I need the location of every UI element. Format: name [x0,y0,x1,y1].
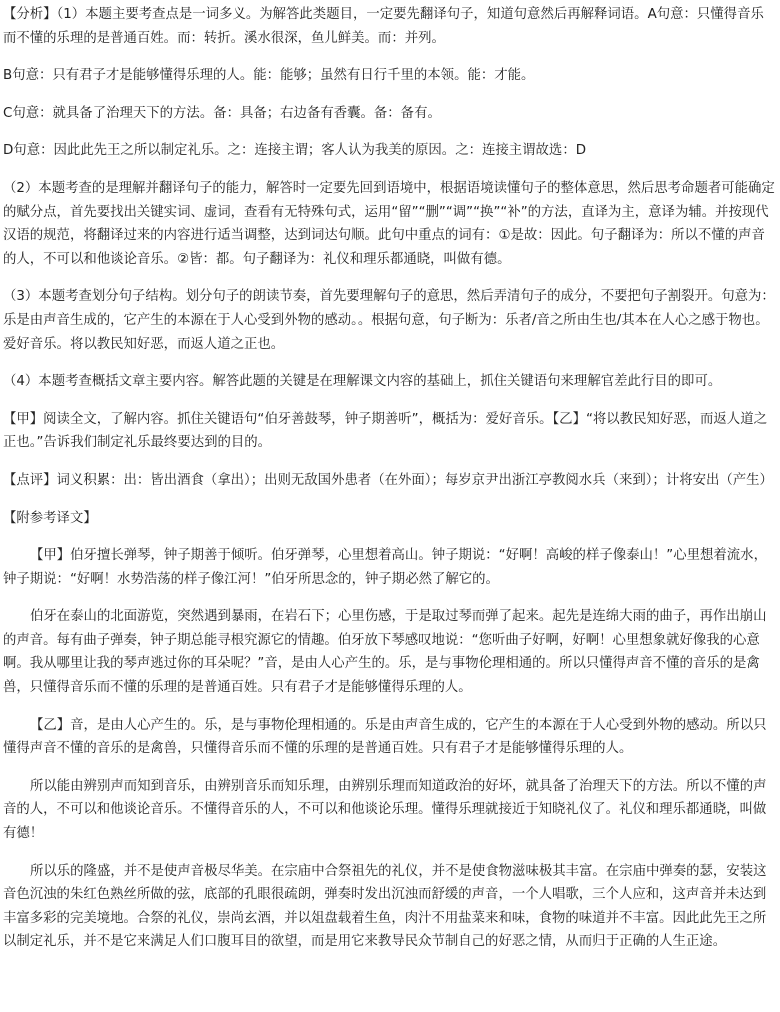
analysis-option-c: C句意：就具备了治理天下的方法。备：具备；右边备有香囊。备：备有。 [3,105,441,121]
comment-paragraph: 【点评】词义积累：出：皆出酒食（拿出）；出则无敌国外患者（在外面）；每岁京尹出浙江亭教阅水兵（来到）；计将安出（产生） [3,472,773,488]
analysis-option-d: D句意：因此此先王之所以制定礼乐。之：连接主谓；客人认为我美的原因。之：连接主谓故选：D [3,143,587,159]
translation-paragraph-5: 所以乐的隆盛，并不是使声音极尽华美。在宗庙中合祭祖先的礼仪，并不是使食物滋味极其丰富。在宗庙中弹奏的瑟，安装这音色沉浊的朱红色熟丝所做的弦，底部的孔眼很疏朗，弹奏时发出沉浊而舒缓的声音，一个人唱歌，三个人应和，这声音并未达到丰富多彩的完美境地。合祭的礼仪，崇尚玄酒，并以俎盘载着生鱼，肉汁不用盐菜来和味，食物的味道并不丰富。因此此先王之所以制定礼乐，并不是它来满足人们口腹耳目的欲望，而是用它来教导民众节制自己的好恶之情，从而归于正确的人生正途。 [3,863,767,950]
translation-paragraph-3: 【乙】音，是由人心产生的。乐，是与事物伦理相通的。乐是由声音生成的，它产生的本源在于人心受到外物的感动。所以只懂得声音不懂的音乐的是禽兽，只懂得音乐而不懂的乐理的是普通百姓。只有君子才是能够懂得乐理的人。 [3,717,767,757]
translation-heading: 【附参考译文】 [3,510,97,526]
analysis-part-4: （4）本题考查概括文章主要内容。解答此题的关键是在理解课文内容的基础上，抓住关键语句来理解官差此行目的即可。 [3,374,722,390]
translation-paragraph-4: 所以能由辨别声而知到音乐，由辨别音乐而知乐理，由辨别乐理而知道政治的好坏，就具备了治理天下的方法。所以不懂的声音的人，不可以和他谈论音乐。不懂得音乐的人，不可以和他谈论乐理。懂得乐理就接近于知晓礼仪了。礼仪和理乐都通晓，叫做有德！ [3,778,767,842]
analysis-part-3: （3）本题考查划分句子结构。划分句子的朗读节奏，首先要理解句子的意思，然后弄清句子的成分，不要把句子割裂开。句意为：乐是由声音生成的，它产生的本源在于人心受到外物的感动。。根据句意，句子断为：乐者/音之所由生也/其本在人心之感于物也。爱好音乐。将以教民知好恶，而返人道之正也。 [3,289,775,352]
answer-document [3,3,777,968]
analysis-part-1: 【分析】（1）本题主要考查点是一词多义。为解答此类题目，一定要先翻译句子，知道句意然后再解释词语。A句意：只懂得音乐而不懂的乐理的是普通百姓。而：转折。溪水很深，鱼儿鲜美。而：并列。 [3,7,764,46]
translation-paragraph-2: 伯牙在泰山的北面游览，突然遇到暴雨，在岩石下；心里伤感，于是取过琴而弹了起来。起先是连绵大雨的曲子，再作出崩山的声音。每有曲子弹奏，钟子期总能寻根究源它的情趣。伯牙放下琴感叹地说：“您听曲子好啊，好啊！心里想象就好像我的心意啊。我从哪里让我的琴声逃过你的耳朵呢？”音，是由人心产生的。乐，是与事物伦理相通的。所以只懂得声音不懂的音乐的是禽兽，只懂得音乐而不懂的乐理的是普通百姓。只有君子才是能够懂得乐理的人。 [3,609,767,696]
analysis-summary: 【甲】阅读全文，了解内容。抓住关键语句“伯牙善鼓琴，钟子期善听”，概括为：爱好音乐。【乙】“将以教民知好恶，而返人道之正也。”告诉我们制定礼乐最终要达到的目的。 [3,411,767,451]
analysis-part-2: （2）本题考查的是理解并翻译句子的能力，解答时一定要先回到语境中，根据语境读懂句子的整体意思，然后思考命题者可能确定的赋分点，首先要找出关键实词、虚词，查看有无特殊句式，运用“留”“删”“调”“换”“补”的方法，直译为主，意译为辅。并按现代汉语的规范，将翻译过来的内容进行适当调整，达到词达句顺。此句中重点的词有：①是故：因此。句子翻译为：所以不懂的声音的人，不可以和他谈论音乐。②皆：都。句子翻译为：礼仪和理乐都通晓，叫做有德。 [3,180,775,267]
analysis-option-b: B句意：只有君子才是能够懂得乐理的人。能：能够；虽然有日行千里的本领。能：才能。 [3,68,535,84]
translation-paragraph-1: 【甲】伯牙擅长弹琴，钟子期善于倾听。伯牙弹琴，心里想着高山。钟子期说：“好啊！高峻的样子像泰山！”心里想着流水，钟子期说：“好啊！水势浩荡的样子像江河！”伯牙所思念的，钟子期必然了解它的。 [3,548,767,587]
